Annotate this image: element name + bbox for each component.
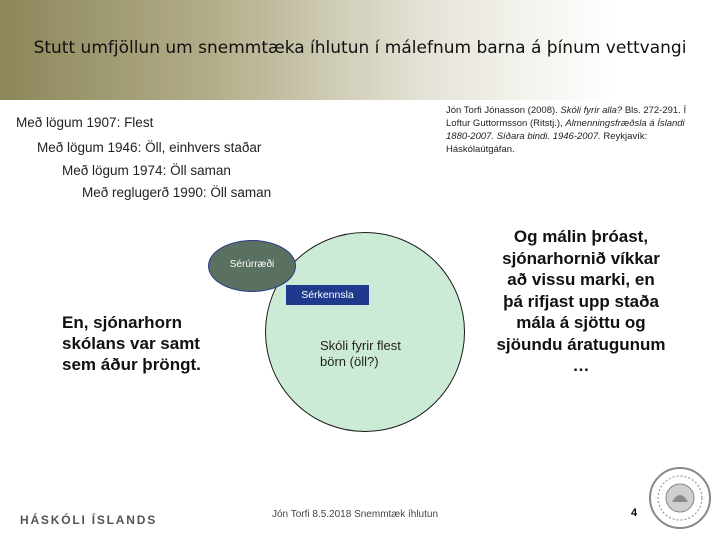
university-logo: HÁSKÓLI ÍSLANDS — [20, 513, 158, 527]
citation-title: Skóli fyrir alla? — [560, 105, 623, 116]
left-commentary: En, sjónarhorn skólans var samt sem áður þröngt. — [62, 313, 201, 374]
step-line-1946: Með lögum 1946: Öll, einhvers staðar — [37, 140, 262, 155]
slide-title: Stutt umfjöllun um snemmtæka íhlutun í málefnum barna á þínum vettvangi — [33, 38, 687, 58]
citation-part-2: Bls. 272-291. Í Loftur Guttormsson (Ritstj.), — [446, 105, 687, 129]
footer-text: Jón Torfi 8.5.2018 Snemmtæk íhlutun — [271, 509, 439, 520]
citation-part-3: Reykjavík: Háskólaútgáfan. — [446, 131, 648, 155]
right-commentary: Og málin þróast, sjónarhornið víkkar að vissu marki, en þá rifjast upp staða mála á sjöttu og sjöundu áratugunum … — [496, 227, 666, 375]
special-resources-circle — [208, 240, 296, 292]
citation-book-title: Almenningsfræðsla á Íslandi 1880-2007. Síðara bindi. 1946-2007. — [446, 118, 685, 142]
special-education-box: Sérkennsla — [286, 285, 369, 305]
step-line-1907: Með lögum 1907: Flest — [16, 115, 154, 130]
university-seal-icon — [648, 466, 712, 530]
citation — [446, 104, 711, 156]
step-line-1990: Með reglugerð 1990: Öll saman — [82, 185, 272, 200]
step-line-1974: Með lögum 1974: Öll saman — [62, 163, 231, 178]
page-number: 4 — [631, 507, 638, 519]
school-for-most-text: Skóli fyrir flest börn (öll?) — [320, 338, 401, 369]
citation-part-1: Jón Torfi Jónasson (2008). — [446, 105, 561, 116]
special-resources-label: Sérúrræði — [229, 259, 275, 270]
